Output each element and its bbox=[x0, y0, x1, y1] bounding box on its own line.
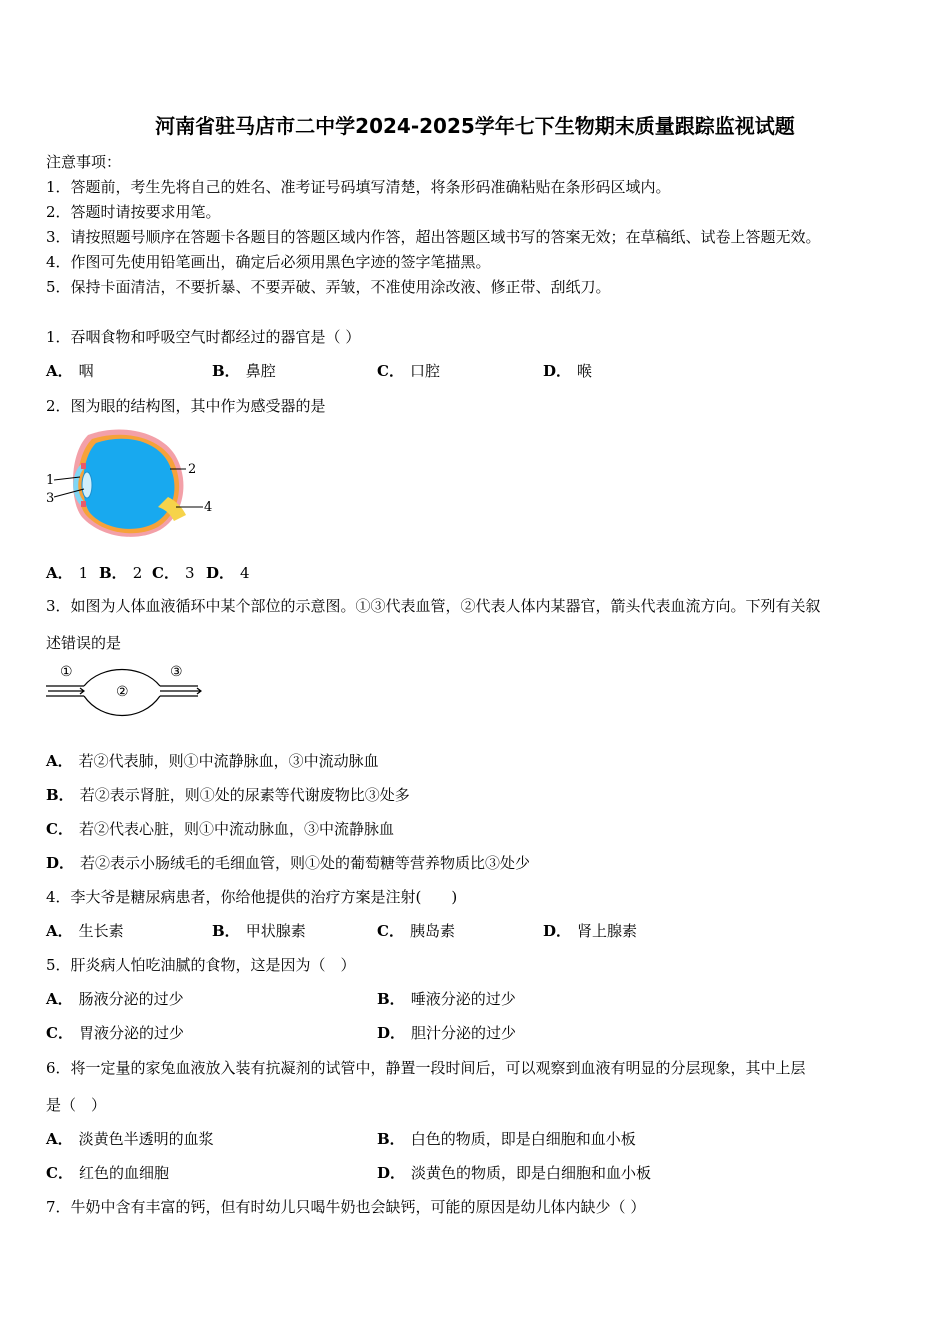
notice-item-2: 2．答题时请按要求用笔。 bbox=[46, 203, 221, 221]
q6-option-b: B． 白色的物质，即是白细胞和血小板 bbox=[377, 1130, 636, 1148]
exam-title: 河南省驻马店市二中学2024-2025学年七下生物期末质量跟踪监视试题 bbox=[155, 114, 795, 138]
circulation-label-1: ① bbox=[60, 664, 73, 680]
q6-option-d: D． 淡黄色的物质，即是白细胞和血小板 bbox=[377, 1164, 652, 1182]
q6-option-a: A． 淡黄色半透明的血浆 bbox=[46, 1130, 214, 1148]
question-3-stem-line2: 述错误的是 bbox=[46, 634, 122, 652]
q2-option-b: B． 2 bbox=[99, 564, 143, 582]
question-7-stem: 7．牛奶中含有丰富的钙，但有时幼儿只喝牛奶也会缺钙，可能的原因是幼儿体内缺少（ ） bbox=[46, 1198, 646, 1216]
q1-option-b: B． 鼻腔 bbox=[212, 362, 276, 380]
eye-structure-figure bbox=[40, 425, 220, 543]
eye-label-4: 4 bbox=[204, 500, 213, 515]
question-1-stem: 1．吞咽食物和呼吸空气时都经过的器官是（ ） bbox=[46, 328, 361, 346]
q4-option-c: C． 胰岛素 bbox=[377, 922, 455, 940]
q2-option-a: A． 1 bbox=[46, 564, 89, 582]
q2-option-d: D． 4 bbox=[206, 564, 250, 582]
question-4-stem: 4．李大爷是糖尿病患者，你给他提供的治疗方案是注射( ) bbox=[46, 888, 458, 906]
q2-option-c: C． 3 bbox=[152, 564, 195, 582]
q5-option-a: A． 肠液分泌的过少 bbox=[46, 990, 184, 1008]
blood-circulation-figure bbox=[44, 658, 209, 724]
q5-option-b: B． 唾液分泌的过少 bbox=[377, 990, 516, 1008]
question-3-stem-line1: 3．如图为人体血液循环中某个部位的示意图。①③代表血管，②代表人体内某器官，箭头代表血流方向。下列有关叙 bbox=[46, 597, 821, 615]
circulation-label-3: ③ bbox=[170, 664, 183, 680]
q4-option-b: B． 甲状腺素 bbox=[212, 922, 306, 940]
q1-option-d: D． 喉 bbox=[543, 362, 593, 380]
q1-option-a: A． 咽 bbox=[46, 362, 94, 380]
q6-option-c: C． 红色的血细胞 bbox=[46, 1164, 169, 1182]
q3-option-b: B． 若②表示肾脏，则①处的尿素等代谢废物比③处多 bbox=[46, 786, 410, 804]
notice-item-5: 5．保持卡面清洁，不要折暴、不要弄破、弄皱，不准使用涂改液、修正带、刮纸刀。 bbox=[46, 278, 611, 296]
q5-option-d: D． 胆汁分泌的过少 bbox=[377, 1024, 517, 1042]
notice-heading: 注意事项： bbox=[46, 153, 122, 171]
notice-item-3: 3．请按照题号顺序在答题卡各题目的答题区域内作答，超出答题区域书写的答案无效；在草稿纸、试卷上答题无效。 bbox=[46, 228, 821, 246]
eye-label-3: 3 bbox=[46, 491, 55, 506]
q3-option-a: A． 若②代表肺，则①中流静脉血，③中流动脉血 bbox=[46, 752, 379, 770]
eye-label-1: 1 bbox=[46, 473, 55, 488]
question-6-stem-line1: 6．将一定量的家兔血液放入装有抗凝剂的试管中，静置一段时间后，可以观察到血液有明显的分层现象，其中上层 bbox=[46, 1059, 806, 1077]
notice-item-4: 4．作图可先使用铅笔画出，确定后必须用黑色字迹的签字笔描黑。 bbox=[46, 253, 491, 271]
notice-item-1: 1．答题前，考生先将自己的姓名、准考证号码填写清楚，将条形码准确粘贴在条形码区域内。 bbox=[46, 178, 671, 196]
question-6-stem-line2: 是（ ） bbox=[46, 1096, 107, 1114]
q1-option-c: C． 口腔 bbox=[377, 362, 440, 380]
q5-option-c: C． 胃液分泌的过少 bbox=[46, 1024, 184, 1042]
eye-label-2: 2 bbox=[188, 462, 197, 477]
q4-option-a: A． 生长素 bbox=[46, 922, 124, 940]
circulation-label-2: ② bbox=[116, 684, 129, 700]
q3-option-c: C． 若②代表心脏，则①中流动脉血，③中流静脉血 bbox=[46, 820, 394, 838]
question-2-stem: 2．图为眼的结构图，其中作为感受器的是 bbox=[46, 397, 326, 415]
question-5-stem: 5．肝炎病人怕吃油腻的食物，这是因为（ ） bbox=[46, 956, 356, 974]
q4-option-d: D． 肾上腺素 bbox=[543, 922, 638, 940]
q3-option-d: D． 若②表示小肠绒毛的毛细血管，则①处的葡萄糖等营养物质比③处少 bbox=[46, 854, 531, 872]
